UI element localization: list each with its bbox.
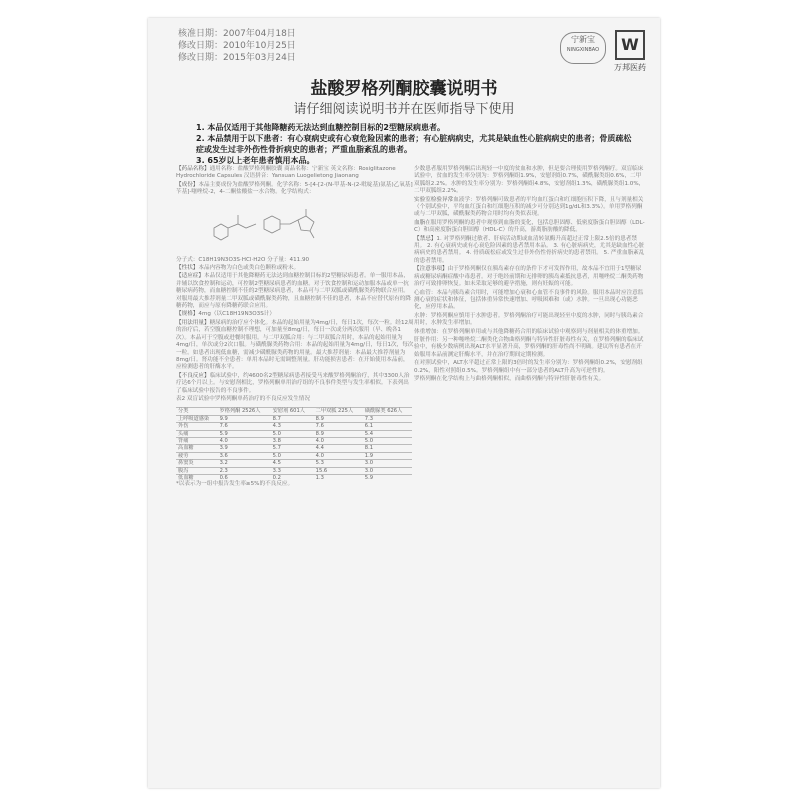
section-text: 本品主要成份为盐酸罗格列酮。化学名称：5-[4-[2-(N-甲基-N-(2-吡啶基)氨基)乙氧基]苄基]-噻唑烷-2，4-二酮盐酸盐一水合物。化学结构式： bbox=[176, 181, 413, 196]
paragraph bbox=[414, 236, 646, 266]
paragraph bbox=[414, 329, 646, 336]
table-cell: 5.9 bbox=[218, 430, 271, 437]
table-cell: 头痛 bbox=[176, 430, 218, 437]
section-heading: 【注意事项】 bbox=[414, 266, 448, 273]
section-heading: 【性状】 bbox=[176, 265, 199, 272]
paragraph bbox=[414, 166, 646, 196]
table-cell: 4.0 bbox=[314, 452, 363, 459]
paragraph bbox=[414, 290, 646, 312]
section-heading: 【药品名称】 bbox=[176, 166, 210, 172]
seal-text: 宁新宝 bbox=[571, 35, 595, 44]
left-column bbox=[176, 166, 414, 489]
table-cell: 2.3 bbox=[218, 467, 271, 474]
section-text: 在服用罗格列酮的患者中观察到血脂的变化，包括总胆固醇、低密度脂蛋白胆固醇（LDL-C）和高密度脂蛋白胆固醇（HDL-C）的升高，游离脂肪酸的降低。 bbox=[414, 219, 645, 234]
table-cell: 3.3 bbox=[271, 467, 314, 474]
table-cell: 低血糖 bbox=[176, 475, 218, 482]
table-cell: 7.6 bbox=[314, 423, 363, 430]
leaflet-paper bbox=[148, 18, 660, 788]
right-column bbox=[414, 166, 646, 384]
table-cell: 5.9 bbox=[363, 475, 412, 482]
table-cell: 外伤 bbox=[176, 423, 218, 430]
table-row bbox=[176, 430, 412, 437]
table-cell: 4.5 bbox=[271, 460, 314, 467]
table-note: *以表示为一组中报告发生率≥5%的不良反应。 bbox=[176, 481, 294, 488]
table-cell: 高血糖 bbox=[176, 445, 218, 452]
table-cell: 鼻窦炎 bbox=[176, 460, 218, 467]
table-cell: 3.0 bbox=[363, 467, 412, 474]
table-cell: 6.1 bbox=[363, 423, 412, 430]
section-heading: 【规格】 bbox=[176, 311, 199, 318]
table-cell: 背痛 bbox=[176, 437, 218, 444]
table-header-cell: 二甲双胍 225人 bbox=[314, 408, 363, 415]
section-text: 心血管：本品与胰岛素合用时，可能增加心衰和心血管不良事件的风险。服用本品时应注意监测心衰的症状和体征，包括体重异常快速增加、呼吸困难和（或）水肿。一旦出现心功能恶化，应停用本品。 bbox=[414, 289, 644, 311]
table-cell: 5.4 bbox=[363, 430, 412, 437]
paragraph bbox=[414, 376, 646, 383]
table-header-row bbox=[176, 408, 412, 415]
section-heading: 实验室检验异常 bbox=[414, 196, 454, 203]
section-text: 罗格列酮在化学结构上与曲格列酮相似，而曲格列酮与特异性肝脏毒性有关。 bbox=[414, 375, 605, 382]
section-text: 由于罗格列酮仅在胰岛素存在的条件下才可发挥作用，故本品不宜用于1型糖尿病或糖尿病酮症酸中毒患者。对于绝经前期和无排卵的胰岛素抵抗患者，用噻唑烷二酮类药物治疗可致排卵恢复。如未采取足够的避孕措施，则有妊娠的可能。 bbox=[414, 266, 644, 288]
section-text: 血液学：罗格列酮可致患者的平均血红蛋白和红细胞压积下降，且与剂量相关（个别试验中，平均血红蛋白和红细胞压积的减少可分别达到1g/dL和3.3%）。单用罗格列酮或与二甲双胍，磺酰脲类药物合用时均有类似表现。 bbox=[414, 196, 644, 218]
section-heading: 【不良反应】 bbox=[176, 372, 210, 379]
table-cell: 3.6 bbox=[218, 452, 271, 459]
revision-date-1: 修改日期：2010年10月25日 bbox=[178, 41, 296, 51]
warning-item: 3. 65岁以上老年患者慎用本品。 bbox=[196, 156, 315, 165]
approval-dates bbox=[178, 28, 296, 64]
approval-date: 核准日期：2007年04月18日 bbox=[178, 29, 296, 39]
section-text: 通用名称：盐酸罗格列酮胶囊 商品名称：宁新宝 英文名称：Rosiglitazone Hydrochloride Capsules 汉语拼音：Yansuan Luogelietong Jiaonang bbox=[176, 166, 396, 180]
table-cell: 5.0 bbox=[271, 430, 314, 437]
table-cell: 4.4 bbox=[314, 445, 363, 452]
table-cell: 5.7 bbox=[271, 445, 314, 452]
table-cell: 4.0 bbox=[218, 437, 271, 444]
table-row bbox=[176, 415, 412, 422]
table-cell: 9.9 bbox=[218, 415, 271, 422]
table-cell: 4.0 bbox=[314, 437, 363, 444]
section-heading: 【禁忌】 bbox=[414, 235, 437, 242]
section-text: 糖尿病的治疗应个体化。本品的起始用量为4mg/日，每日1次，每次一粒。经12周的治疗后，若空腹血糖控制不理想，可加量至8mg/日，每日一次或分两次服用（早、晚各1次）。本品可于空腹或进餐时服用。与二甲双胍合用：与二甲双胍合用时，本品的起始用量为4mg/日，单次或分2次口服。与磺酰脲类药物合用：本品的起始用量为4mg/日，每日1次，每次一粒。如患者出现低血糖，需减少磺酰脲类药物的用量。最大推荐剂量：本品最大推荐剂量为8mg/日。肾功能不全患者：单用本品时无需调整剂量。肝功能损害患者：在开始使用本品前，应检测患者的肝酶水平。 bbox=[176, 319, 414, 371]
table-cell: 8.1 bbox=[363, 445, 412, 452]
company-logo-icon: W bbox=[615, 30, 645, 60]
table-header-cell: 分类 bbox=[176, 408, 218, 415]
table-cell: 3.9 bbox=[218, 445, 271, 452]
company-brand bbox=[614, 30, 646, 73]
table-row bbox=[176, 467, 412, 474]
table-header-cell: 安慰剂 601人 bbox=[271, 408, 314, 415]
section-heading: 【用法用量】 bbox=[176, 319, 210, 326]
paragraph bbox=[414, 220, 646, 235]
table-header-cell: 磺酰脲类 626人 bbox=[363, 408, 412, 415]
table-cell: 3.0 bbox=[363, 460, 412, 467]
table-cell: 7.3 bbox=[363, 415, 412, 422]
table-cell: 1.9 bbox=[363, 452, 412, 459]
brand-seal bbox=[560, 32, 606, 64]
table-caption: 表2 双盲试验中罗格列酮单药治疗的不良反应发生情况 bbox=[176, 395, 310, 402]
table-cell: 疲劳 bbox=[176, 452, 218, 459]
table-cell: 5.0 bbox=[363, 437, 412, 444]
table-cell: 0.2 bbox=[271, 475, 314, 482]
table-cell: 4.3 bbox=[271, 423, 314, 430]
table-cell: 0.6 bbox=[218, 475, 271, 482]
structure-drawing bbox=[206, 200, 356, 254]
section-text: 水肿：罗格列酮应慎用于水肿患者。罗格列酮治疗可能出现轻至中度的水肿，同时与胰岛素合用时，水肿发生率增加。 bbox=[414, 312, 644, 327]
table-cell: 上呼吸道感染 bbox=[176, 415, 218, 422]
table-cell: 3.2 bbox=[218, 460, 271, 467]
table-cell: 5.3 bbox=[314, 460, 363, 467]
section-text: 在对照试验中，ALT水平超过正常上限的3倍时的发生率分别为：罗格列酮组0.2%，安慰剂组0.2%，阳性对照组0.5%。罗格列酮组中有一部分患者的ALT升高为可逆性的。 bbox=[414, 360, 643, 374]
section-text: 分子式：C18H19N3O3S·HCl·H2O 分子量：411.90 bbox=[176, 256, 310, 263]
table-cell: 3.8 bbox=[271, 437, 314, 444]
table-row bbox=[176, 460, 412, 467]
document-title: 盐酸罗格列酮胶囊说明书 bbox=[310, 79, 498, 99]
table-cell: 8.9 bbox=[314, 430, 363, 437]
table-header-cell: 罗格列酮 2526人 bbox=[218, 408, 271, 415]
section-heading: 血脂 bbox=[414, 219, 426, 226]
section-text: 本品内容物为白色或类白色颗粒或粉末。 bbox=[198, 265, 300, 272]
paragraph bbox=[414, 313, 646, 328]
paragraph bbox=[414, 266, 646, 288]
section-text: 肝脏作用：另一种噻唑烷二酮类化合物曲格列酮与特异性肝脏毒性有关，在罗格列酮的临床试验中，有极少数病例出现ALT水平显著升高，罗格列酮的肝毒性尚不明确。建议所有患者在开始服用本品前测定肝酶水平，并在治疗期间定期检测。 bbox=[414, 336, 644, 358]
table-row bbox=[176, 452, 412, 459]
table-cell: 1.3 bbox=[314, 475, 363, 482]
adverse-events-table bbox=[176, 407, 412, 481]
table-row bbox=[176, 423, 412, 430]
section-text: 本品仅适用于其他降糖药无法达到血糖控制目标的2型糖尿病患者。单一服用本品，并辅以饮食控制和运动，可控制2型糖尿病患者的血糖。对于饮食控制和运动加服本品或单一抗糖尿病药物，而血糖控制不佳的2型糖尿病患者，本品可与二甲双胍或磺酰脲类药物联合应用。对服用最大推荐剂量二甲双胍或磺酰脲类药物，且血糖控制不佳的患者，本品不应替代原有的降糖药物，而应与原有降糖药联合应用。 bbox=[176, 273, 411, 310]
table-row bbox=[176, 437, 412, 444]
section-text: 体重增加：在罗格列酮单用或与其他降糖药合用的临床试验中观察到与剂量相关的体重增加。 bbox=[414, 328, 644, 335]
table-cell: 8.9 bbox=[314, 415, 363, 422]
table-cell: 8.7 bbox=[271, 415, 314, 422]
boxed-warnings bbox=[196, 122, 636, 166]
paragraph bbox=[414, 197, 646, 219]
section-text: 少数患者服用罗格列酮后出现轻一中度的贫血和水肿，但是要合理使用罗格列酮疗。双盲临床试验中，贫血的发生率分别为：罗格列酮组1.9%，安慰剂组0.7%，磺酰脲类组0.6%，二甲双胍组2.2%。水肿的发生率分别为：罗格列酮组4.8%，安慰剂组1.3%，磺酰脲类组1.0%，二甲双胍组2.2%。 bbox=[414, 166, 645, 195]
seal-subtext: NINGXINBAO bbox=[566, 47, 600, 53]
document-subtitle: 请仔细阅读说明书并在医师指导下使用 bbox=[293, 102, 515, 117]
section-text: 临床试验中，约4600名2型糖尿病患者接受马来酸罗格列酮治疗，其中3300人治疗达6个月以上。与安慰剂相比，罗格列酮单用治疗组的不良事件类型与发生率相似。下表列出了临床试验中报告的不良事件。 bbox=[176, 372, 410, 394]
section-heading: 【成份】 bbox=[176, 181, 199, 188]
company-name: 万邦医药 bbox=[614, 63, 646, 72]
warning-item: 1. 本品仅适用于其他降糖药无法达到血糖控制目标的2型糖尿病患者。 bbox=[196, 123, 445, 132]
paragraph bbox=[414, 360, 646, 375]
table-cell: 7.6 bbox=[218, 423, 271, 430]
section-heading: 【适应症】 bbox=[176, 273, 204, 280]
revision-date-2: 修改日期：2015年03月24日 bbox=[178, 53, 296, 63]
section-text: 4mg（以C18H19N3O3S计） bbox=[198, 311, 275, 318]
chemical-structure-image bbox=[176, 200, 414, 254]
table-cell: 5.0 bbox=[271, 452, 314, 459]
warning-item: 2. 本品禁用于以下患者：有心衰病史或有心衰危险因素的患者；有心脏病病史，尤其是缺血性心脏病病史的患者；骨质疏松症或发生过非外伤性骨折病史的患者；严重血脂紊乱的患者。 bbox=[196, 134, 632, 154]
table-row bbox=[176, 445, 412, 452]
table-cell: 15.6 bbox=[314, 467, 363, 474]
paragraph bbox=[414, 337, 646, 359]
section-text: 1. 对罗格列酮过敏者、肝病活动期或血清转氨酶升高超过正常上限2.5倍的患者禁用。 2. 有心衰病史或有心衰危险因素的患者禁用本品。 3. 有心脏病病史，尤其是缺血性心脏病病史的患者禁用。 4. 骨质疏松症或发生过非外伤性骨折病史的患者禁用。 5. 严重血脂紊乱的患者禁用。 bbox=[414, 235, 645, 264]
table-body bbox=[176, 415, 412, 481]
table-cell: 腹泻 bbox=[176, 467, 218, 474]
